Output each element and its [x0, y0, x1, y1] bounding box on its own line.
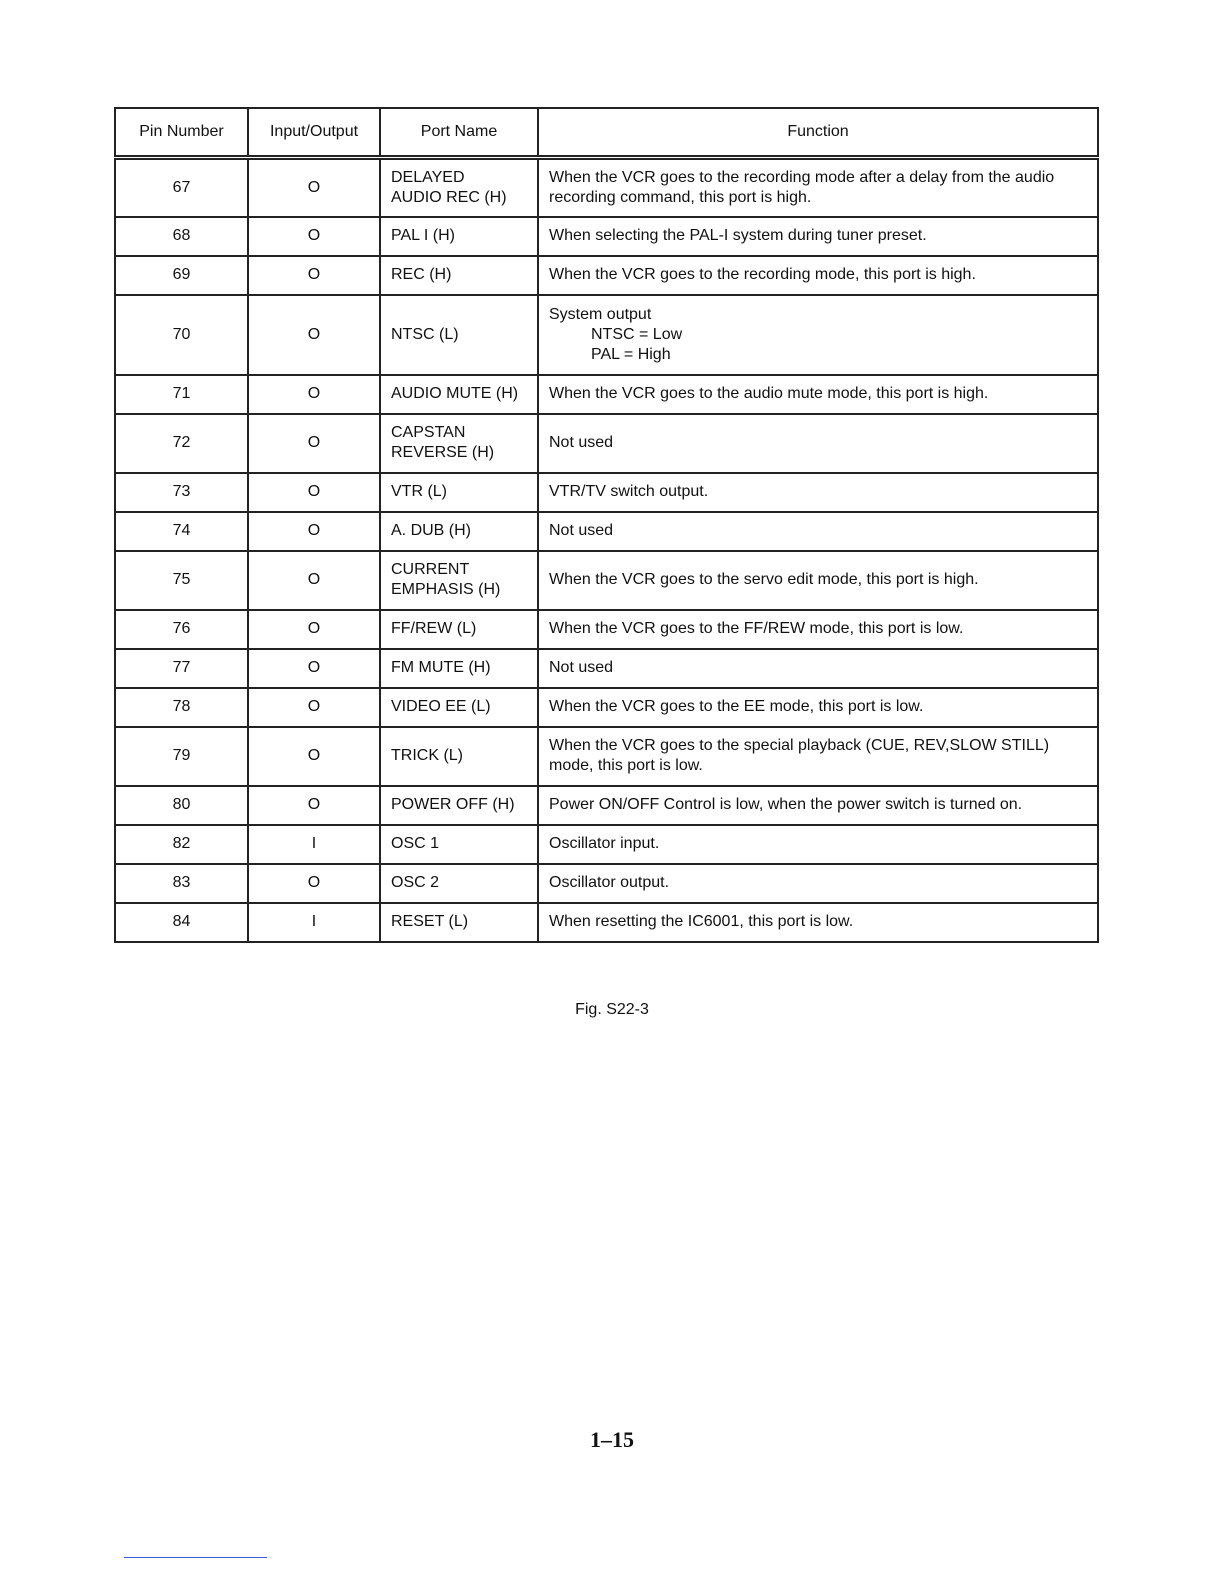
- function-cell: [538, 375, 1098, 414]
- port-name-line: A. DUB (H): [391, 522, 471, 539]
- port-name-line: DELAYED: [391, 168, 465, 186]
- input-output-cell: O: [248, 551, 380, 610]
- pin-number-cell: 72: [115, 414, 248, 473]
- function-line: Not used: [549, 434, 614, 451]
- function-cell: [538, 217, 1098, 256]
- function-cell: [538, 414, 1098, 473]
- pin-number-cell: 82: [115, 825, 248, 864]
- function-cell: [538, 825, 1098, 864]
- table-row: [115, 825, 1098, 864]
- table-row: [115, 217, 1098, 256]
- function-cell: [538, 786, 1098, 825]
- function-cell: [538, 610, 1098, 649]
- port-name-line: NTSC (L): [391, 325, 459, 343]
- pin-number-cell: 79: [115, 727, 248, 786]
- function-cell: [538, 473, 1098, 512]
- table-row: [115, 473, 1098, 512]
- pin-number-cell: 73: [115, 473, 248, 512]
- function-line: System output: [549, 305, 652, 323]
- pin-number-cell: 78: [115, 688, 248, 727]
- function-line: recording command, this port is high.: [549, 188, 812, 206]
- input-output-cell: I: [248, 825, 380, 864]
- function-cell: [538, 512, 1098, 551]
- port-name-line: OSC 2: [391, 874, 440, 891]
- function-line: When the VCR goes to the FF/REW mode, this port is low.: [549, 620, 964, 637]
- port-name-cell: [380, 158, 538, 217]
- input-output-cell: O: [248, 610, 380, 649]
- port-name-line: RESET (L): [391, 913, 469, 930]
- table-row: [115, 414, 1098, 473]
- port-name-line: CURRENT: [391, 561, 470, 578]
- pin-number-cell: 80: [115, 786, 248, 825]
- port-name-line: FF/REW (L): [391, 620, 477, 637]
- port-name-cell: [380, 375, 538, 414]
- pin-number-cell: 84: [115, 903, 248, 942]
- port-name-line: PAL I (H): [391, 227, 456, 244]
- table-row: [115, 295, 1098, 375]
- port-name-cell: [380, 610, 538, 649]
- port-name-cell: [380, 551, 538, 610]
- function-line: When the VCR goes to the audio mute mode, this port is high.: [549, 385, 989, 402]
- function-cell: [538, 688, 1098, 727]
- header-function: Function: [538, 108, 1098, 158]
- pin-number-cell: 67: [115, 158, 248, 217]
- function-cell: [538, 158, 1098, 217]
- function-line: When the VCR goes to the EE mode, this port is low.: [549, 698, 924, 715]
- function-line: When the VCR goes to the recording mode, this port is high.: [549, 266, 976, 283]
- port-name-cell: [380, 256, 538, 295]
- pin-number-cell: 83: [115, 864, 248, 903]
- table-row: [115, 375, 1098, 414]
- port-name-cell: [380, 825, 538, 864]
- header-input-output: Input/Output: [248, 108, 380, 158]
- function-line: Oscillator input.: [549, 835, 660, 852]
- input-output-cell: O: [248, 688, 380, 727]
- function-line: PAL = High: [591, 345, 671, 363]
- function-line: Not used: [549, 659, 614, 676]
- input-output-cell: O: [248, 649, 380, 688]
- function-line: Oscillator output.: [549, 874, 670, 891]
- table-row: [115, 903, 1098, 942]
- input-output-cell: O: [248, 295, 380, 375]
- function-line: When selecting the PAL-I system during tuner preset.: [549, 227, 927, 244]
- port-name-line: AUDIO MUTE (H): [391, 385, 519, 402]
- port-name-line: REVERSE (H): [391, 444, 495, 461]
- port-name-cell: [380, 727, 538, 786]
- port-name-cell: [380, 786, 538, 825]
- pin-number-cell: 70: [115, 295, 248, 375]
- table-row: [115, 649, 1098, 688]
- port-name-line: OSC 1: [391, 835, 440, 852]
- function-cell: [538, 903, 1098, 942]
- port-name-line: VTR (L): [391, 483, 447, 500]
- function-line: VTR/TV switch output.: [549, 483, 709, 500]
- function-cell: [538, 727, 1098, 786]
- table-row: [115, 688, 1098, 727]
- header-port-name: Port Name: [380, 108, 538, 158]
- function-line: Power ON/OFF Control is low, when the power switch is turned on.: [549, 796, 1023, 813]
- table-header-row: [115, 108, 1098, 158]
- port-name-cell: [380, 864, 538, 903]
- function-cell: [538, 649, 1098, 688]
- input-output-cell: O: [248, 864, 380, 903]
- pin-number-cell: 68: [115, 217, 248, 256]
- page-number: 1–15: [590, 1427, 634, 1452]
- pin-number-cell: 71: [115, 375, 248, 414]
- input-output-cell: O: [248, 727, 380, 786]
- input-output-cell: O: [248, 217, 380, 256]
- function-cell: [538, 864, 1098, 903]
- input-output-cell: O: [248, 256, 380, 295]
- table-row: [115, 864, 1098, 903]
- table-row: [115, 610, 1098, 649]
- port-name-cell: [380, 414, 538, 473]
- pin-function-table: [114, 107, 1099, 943]
- header-pin-number: Pin Number: [115, 108, 248, 158]
- input-output-cell: O: [248, 375, 380, 414]
- function-cell: [538, 295, 1098, 375]
- port-name-line: TRICK (L): [391, 747, 463, 764]
- function-line: When the VCR goes to the servo edit mode, this port is high.: [549, 571, 979, 588]
- function-line: mode, this port is low.: [549, 757, 703, 774]
- pin-number-cell: 74: [115, 512, 248, 551]
- input-output-cell: O: [248, 786, 380, 825]
- port-name-line: REC (H): [391, 266, 452, 283]
- pin-number-cell: 76: [115, 610, 248, 649]
- pin-number-cell: 77: [115, 649, 248, 688]
- table-row: [115, 786, 1098, 825]
- port-name-cell: [380, 688, 538, 727]
- port-name-cell: [380, 217, 538, 256]
- function-cell: [538, 551, 1098, 610]
- input-output-cell: O: [248, 158, 380, 217]
- function-line: When the VCR goes to the recording mode after a delay from the audio: [549, 168, 1055, 186]
- table-row: [115, 158, 1098, 217]
- input-output-cell: I: [248, 903, 380, 942]
- port-name-line: FM MUTE (H): [391, 659, 491, 676]
- pin-number-cell: 69: [115, 256, 248, 295]
- port-name-line: VIDEO EE (L): [391, 698, 491, 715]
- port-name-line: AUDIO REC (H): [391, 188, 507, 206]
- function-line: NTSC = Low: [591, 325, 683, 343]
- port-name-cell: [380, 512, 538, 551]
- port-name-cell: [380, 295, 538, 375]
- pin-number-cell: 75: [115, 551, 248, 610]
- port-name-cell: [380, 903, 538, 942]
- port-name-cell: [380, 473, 538, 512]
- table-row: [115, 512, 1098, 551]
- port-name-line: CAPSTAN: [391, 424, 466, 441]
- function-line: Not used: [549, 522, 614, 539]
- table-row: [115, 727, 1098, 786]
- table-row: [115, 551, 1098, 610]
- port-name-line: EMPHASIS (H): [391, 581, 501, 598]
- input-output-cell: O: [248, 512, 380, 551]
- input-output-cell: O: [248, 414, 380, 473]
- function-line: When resetting the IC6001, this port is low.: [549, 913, 854, 930]
- input-output-cell: O: [248, 473, 380, 512]
- function-line: When the VCR goes to the special playback (CUE, REV,SLOW STILL): [549, 737, 1050, 754]
- function-cell: [538, 256, 1098, 295]
- footer-rule: [124, 1557, 267, 1558]
- table-body: [115, 158, 1098, 942]
- figure-caption: Fig. S22-3: [575, 1001, 649, 1018]
- table-row: [115, 256, 1098, 295]
- port-name-line: POWER OFF (H): [391, 796, 515, 813]
- port-name-cell: [380, 649, 538, 688]
